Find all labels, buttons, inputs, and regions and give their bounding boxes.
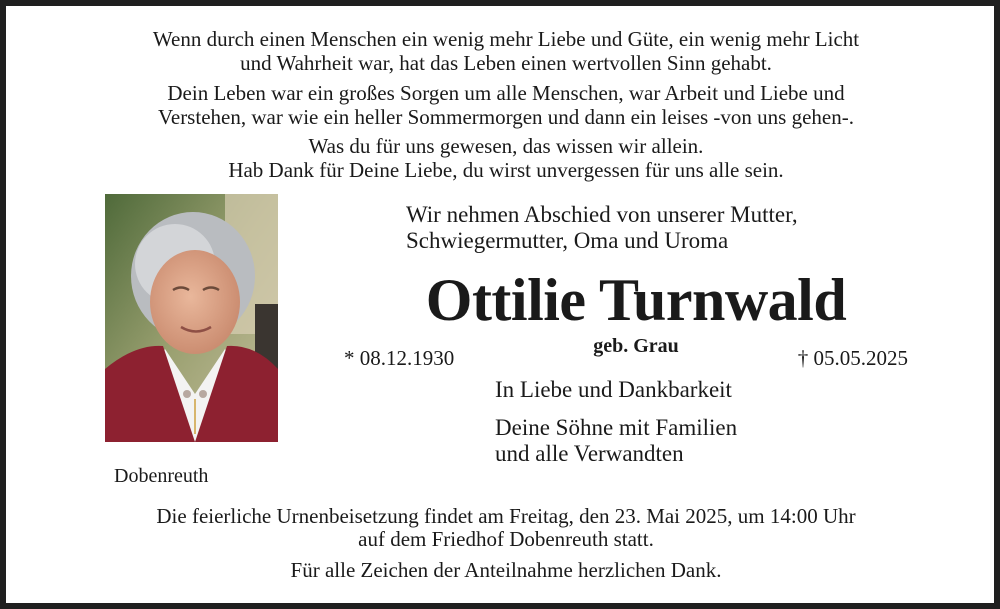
deceased-name: Ottilie Turnwald: [425, 267, 847, 333]
verse-line: und Wahrheit war, hat das Leben einen wertvollen Sinn gehabt.: [240, 51, 772, 75]
ceremony-line: Die feierliche Urnenbeisetzung findet am Freitag, den 23. Mai 2025, um 14:00 Uhr: [156, 504, 856, 528]
farewell-line: Schwiegermutter, Oma und Uroma: [406, 228, 729, 253]
family-line: Deine Söhne mit Familien: [495, 415, 738, 440]
hometown: Dobenreuth: [114, 465, 209, 487]
verse-line: Verstehen, war wie ein heller Sommermorgen und dann ein leises -von uns gehen-.: [158, 105, 854, 129]
ceremony-info: [46, 505, 966, 551]
birth-date: * 08.12.1930: [344, 346, 455, 370]
death-date: † 05.05.2025: [797, 346, 908, 370]
family-signature: [495, 415, 737, 467]
verse-line: Wenn durch einen Menschen ein wenig mehr Liebe und Güte, ein wenig mehr Licht: [152, 27, 860, 51]
thanks-text: Für alle Zeichen der Anteilnahme herzlichen Dank.: [290, 558, 722, 582]
verse-stanza-2: [46, 81, 966, 129]
verse-line: Was du für uns gewesen, das wissen wir allein.: [308, 134, 704, 158]
verse-stanza-3: [46, 134, 966, 182]
farewell-text: [406, 202, 798, 254]
maiden-name: geb. Grau: [593, 335, 679, 357]
verse-line: Hab Dank für Deine Liebe, du wirst unvergessen für uns alle sein.: [228, 158, 784, 182]
verse-line: Dein Leben war ein großes Sorgen um alle Menschen, war Arbeit und Liebe und: [167, 81, 845, 105]
farewell-line: Wir nehmen Abschied von unserer Mutter,: [406, 202, 798, 227]
ceremony-line: auf dem Friedhof Dobenreuth statt.: [358, 527, 654, 551]
verse-stanza-1: [46, 27, 966, 75]
portrait-photo: [105, 194, 278, 442]
signoff-line: In Liebe und Dankbarkeit: [495, 377, 732, 402]
family-line: und alle Verwandten: [495, 441, 684, 466]
signoff: [495, 377, 732, 403]
